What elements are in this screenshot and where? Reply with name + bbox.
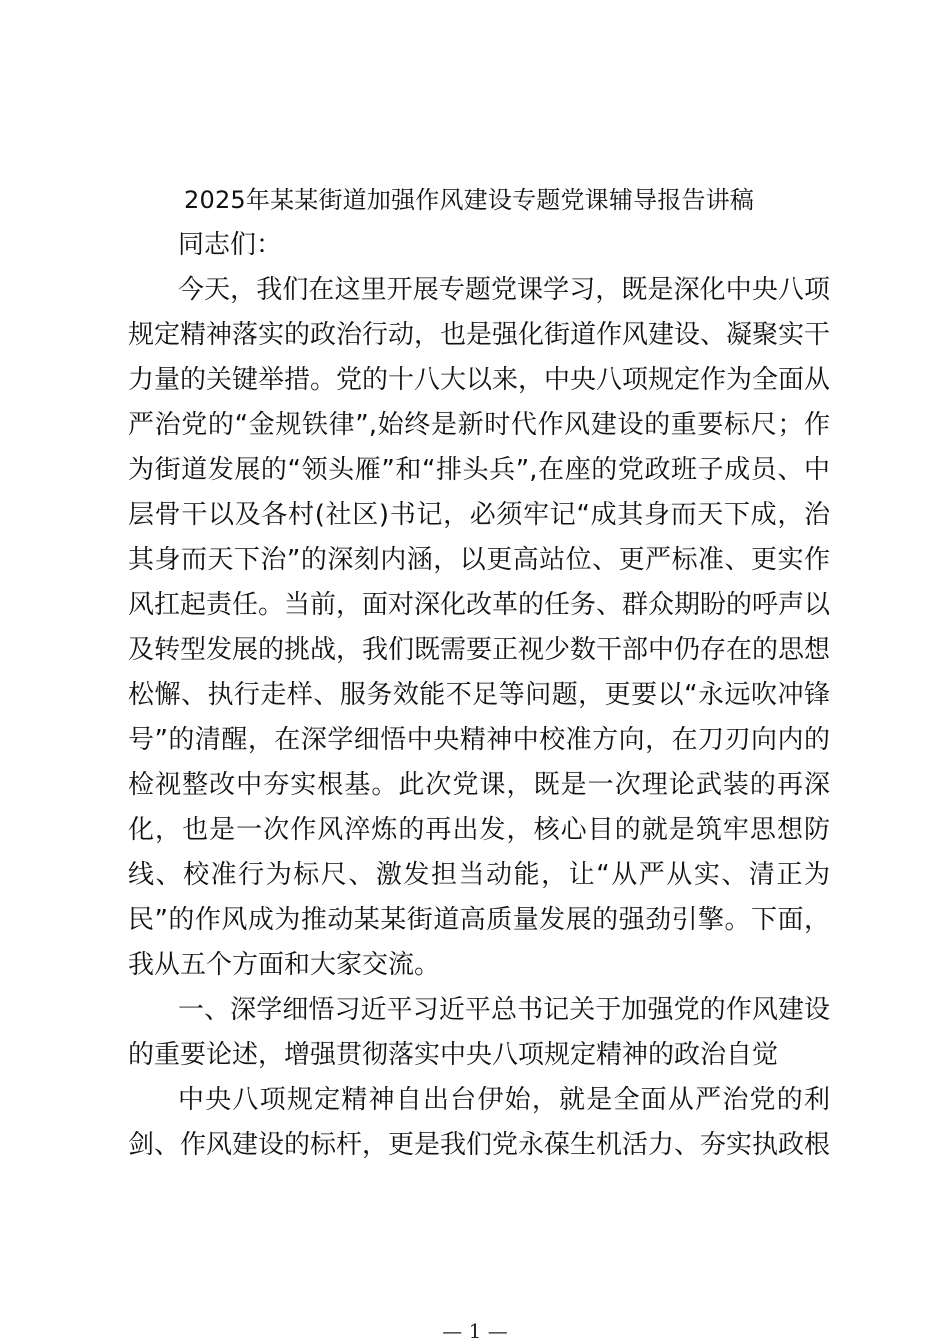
section-paragraph: 中央八项规定精神自出台伊始，就是全面从严治党的利剑、作风建设的标杆，更是我们党永葆生机活力、夯实执政根 [128, 1085, 831, 1160]
document-body [128, 178, 830, 1168]
section-heading: 一、深学细悟习近平习近平总书记关于加强党的作风建设的重要论述，增强贯彻落实中央八项规定精神的政治自觉 [128, 995, 830, 1070]
intro-paragraph: 今天，我们在这里开展专题党课学习，既是深化中央八项规定精神落实的政治行动，也是强化街道作风建设、凝聚实干力量的关键举措。党的十八大以来，中央八项规定作为全面从严治党的“金规铁律”,始终是新时代作风建设的重要标尺；作为街道发展的“领头雁”和“排头兵”,在座的党政班子成员、中层骨干以及各村(社区)书记，必须牢记“成其身而天下成，治其身而天下治”的深刻内涵，以更高站位、更严标准、更实作风扛起责任。当前，面对深化改革的任务、群众期盼的呼声以及转型发展的挑战，我们既需要正视少数干部中仍存在的思想松懈、执行走样、服务效能不足等问题，更要以“永远吹冲锋号”的清醒，在深学细悟中央精神中校准方向，在刀刃向内的检视整改中夯实根基。此次党课，既是一次理论武装的再深化，也是一次作风淬炼的再出发，核心目的就是筑牢思想防线、校准行为标尺、激发担当动能，让“从严从实、清正为民”的作风成为推动某某街道高质量发展的强劲引擎。下面，我从五个方面和大家交流。 [128, 275, 831, 980]
page-number: — 1 — [442, 1319, 508, 1343]
document-title: 2025年某某街道加强作风建设专题党课辅导报告讲稿 [184, 186, 755, 214]
greeting: 同志们： [178, 230, 283, 260]
